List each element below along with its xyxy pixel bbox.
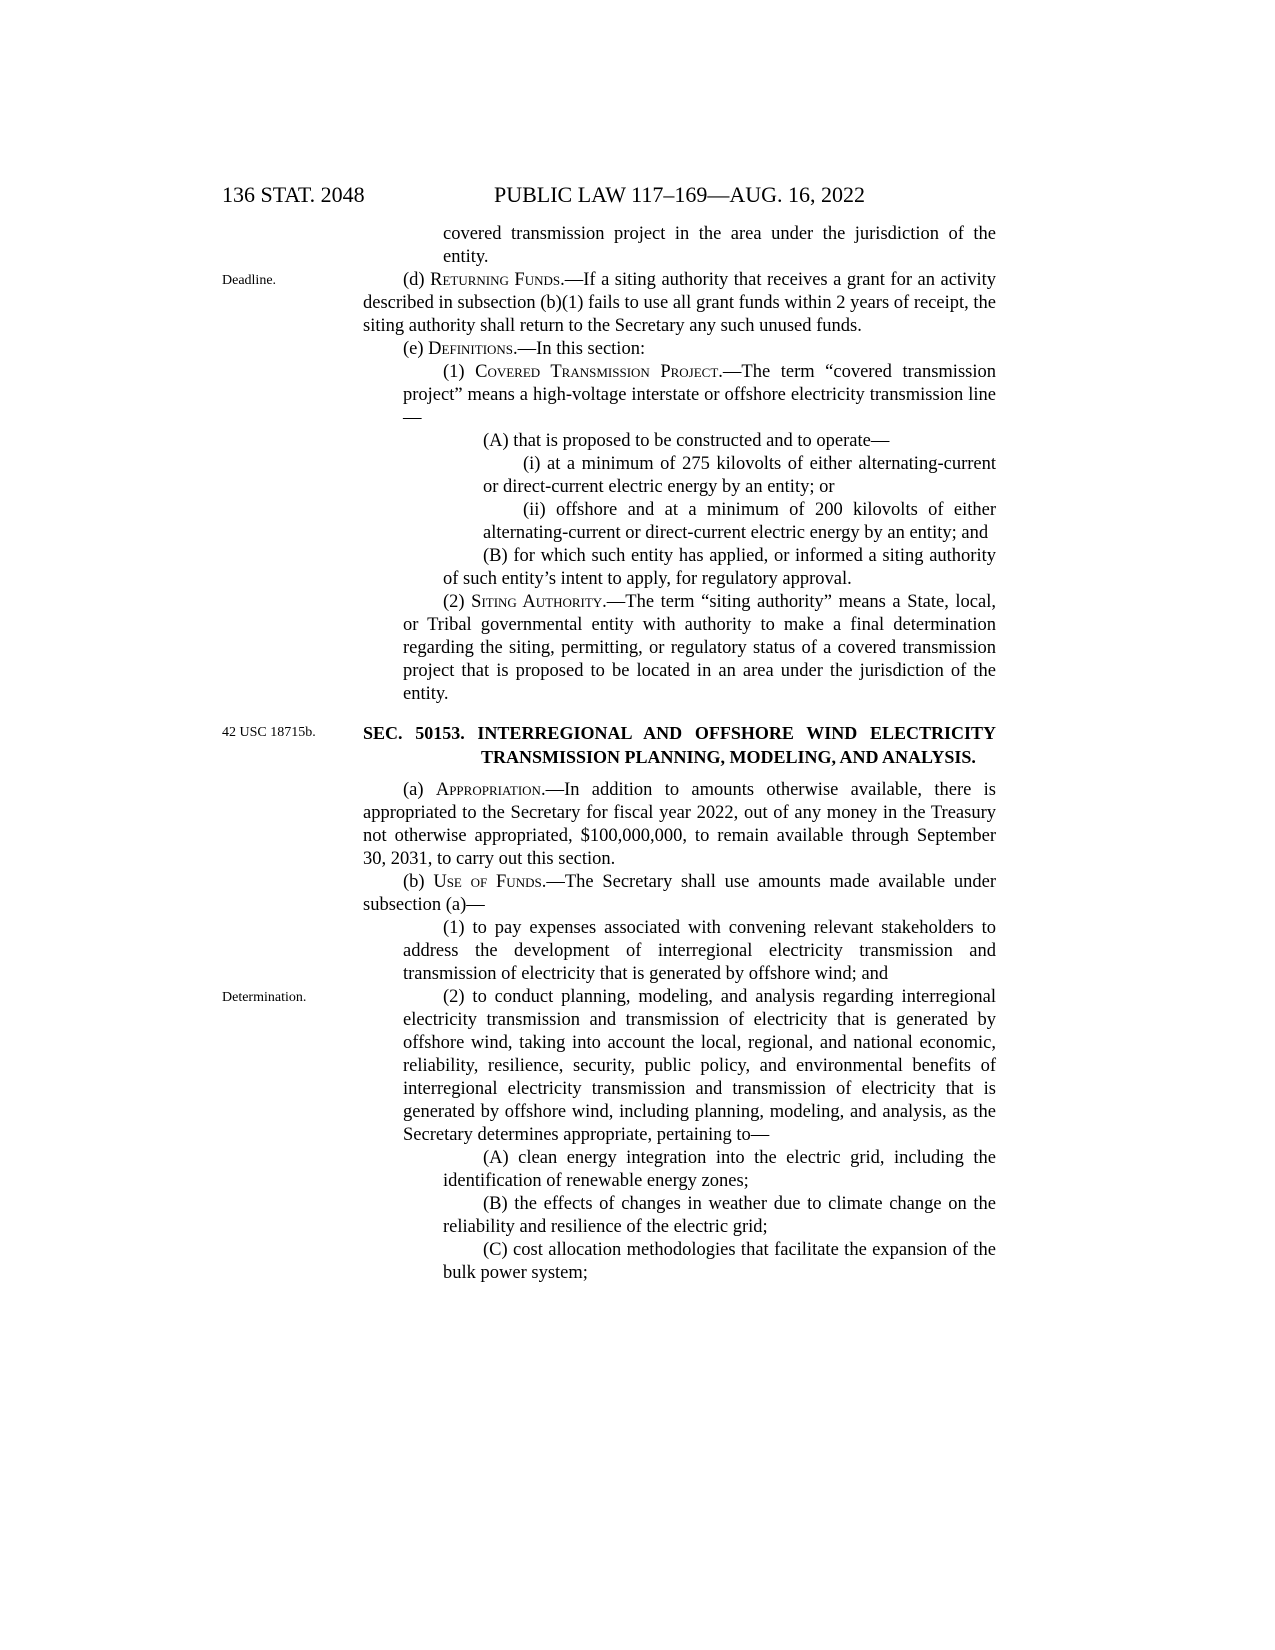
paragraph-prefix: (2) xyxy=(443,592,472,612)
paragraph-e1B: (B) for which such entity has applied, or informed a siting authority of such entity’s intent to apply, for regulatory approval. xyxy=(443,546,996,589)
paragraph-prefix: (a) xyxy=(403,780,436,800)
paragraph-text: (2) to conduct planning, modeling, and analysis regarding interregional electricity transmission and transmission of electricity that is generated by offshore wind, taking into account the local, regional, and national economic, reliability, resilience, security, public policy, and environmental benefits of interregional electricity transmission and transmission of electricity that is generated by offshore wind, including planning, modeling, and analysis, as the Secretary determines appropriate, pertaining to— xyxy=(403,987,996,1145)
paragraph-b2C: (C) cost allocation methodologies that facilitate the expansion of the bulk power system; xyxy=(443,1240,996,1283)
page-number-header: 136 STAT. 2048 xyxy=(222,182,365,207)
paragraph-b1: (1) to pay expenses associated with convening relevant stakeholders to address the development of interregional electricity transmission and transmission of electricity that is generated by offshore wind; and xyxy=(403,918,996,984)
statute-text-column xyxy=(222,223,996,1285)
margin-note-usc-cite: 42 USC 18715b. xyxy=(222,725,316,740)
paragraph-prefix: (d) xyxy=(403,270,431,290)
section-heading xyxy=(222,721,996,769)
margin-note-determination: Determination. xyxy=(222,990,307,1005)
margin-note-deadline: Deadline. xyxy=(222,273,277,288)
paragraph-a xyxy=(363,779,996,871)
paragraph-b2B: (B) the effects of changes in weather due to climate change on the reliability and resilience of the electric grid; xyxy=(443,1194,996,1237)
defined-term: Definitions xyxy=(428,339,514,359)
paragraph-prefix: (b) xyxy=(403,872,434,892)
paragraph-text: .—If a siting authority that receives a grant for an activity described in subsection (b)(1) fails to use all grant funds within 2 years of receipt, the siting authority shall return to the Secretary any such unused funds. xyxy=(363,270,996,336)
paragraph-text: .—The term “covered transmission project” means a high-voltage interstate or offshore electricity transmission line— xyxy=(403,362,996,428)
paragraph-e2 xyxy=(403,591,996,706)
paragraph-continuation: covered transmission project in the area under the jurisdiction of the entity. xyxy=(443,224,996,267)
paragraph-text: .—In addition to amounts otherwise available, there is appropriated to the Secretary for fiscal year 2022, out of any money in the Treasury not otherwise appropriated, $100,000,000, to remain available through September 30, 2031, to carry out this section. xyxy=(363,780,996,869)
defined-term: Returning Funds xyxy=(430,270,561,290)
paragraph-prefix: (1) xyxy=(443,362,476,382)
paragraph-b2A: (A) clean energy integration into the electric grid, including the identification of renewable energy zones; xyxy=(443,1148,996,1191)
section-heading-text: SEC. 50153. INTERREGIONAL AND OFFSHORE WIND ELECTRICITY TRANSMISSION PLANNING, MODELING, AND ANALYSIS. xyxy=(363,723,996,767)
paragraph-e1A: (A) that is proposed to be constructed and to operate— xyxy=(483,431,890,451)
paragraph-b2 xyxy=(222,986,996,1147)
paragraph-e xyxy=(363,338,996,361)
paragraph-d xyxy=(222,269,996,338)
paragraph-text: .—In this section: xyxy=(513,339,646,359)
defined-term: Appropriation xyxy=(435,780,541,800)
law-title-header: PUBLIC LAW 117–169—AUG. 16, 2022 xyxy=(493,182,865,207)
paragraph-text: .—The term “siting authority” means a State, local, or Tribal governmental entity with authority to make a final determination regarding the siting, permitting, or regulatory status of a covered transmission project that is proposed to be located in an area under the jurisdiction of the entity. xyxy=(403,592,996,704)
defined-term: Siting Authority xyxy=(471,592,603,612)
paragraph-b xyxy=(363,871,996,917)
paragraph-prefix: (e) xyxy=(403,339,429,359)
paragraph-e1 xyxy=(403,361,996,430)
paragraph-e1Aii: (ii) offshore and at a minimum of 200 kilovolts of either alternating-current or direct-current electric energy by an entity; and xyxy=(483,500,996,543)
paragraph-e1Ai: (i) at a minimum of 275 kilovolts of either alternating-current or direct-current electric energy by an entity; or xyxy=(483,454,996,497)
defined-term: Covered Transmission Project xyxy=(475,362,719,382)
paragraph-text: .—The Secretary shall use amounts made available under subsection (a)— xyxy=(363,872,996,915)
defined-term: Use of Funds xyxy=(433,872,542,892)
